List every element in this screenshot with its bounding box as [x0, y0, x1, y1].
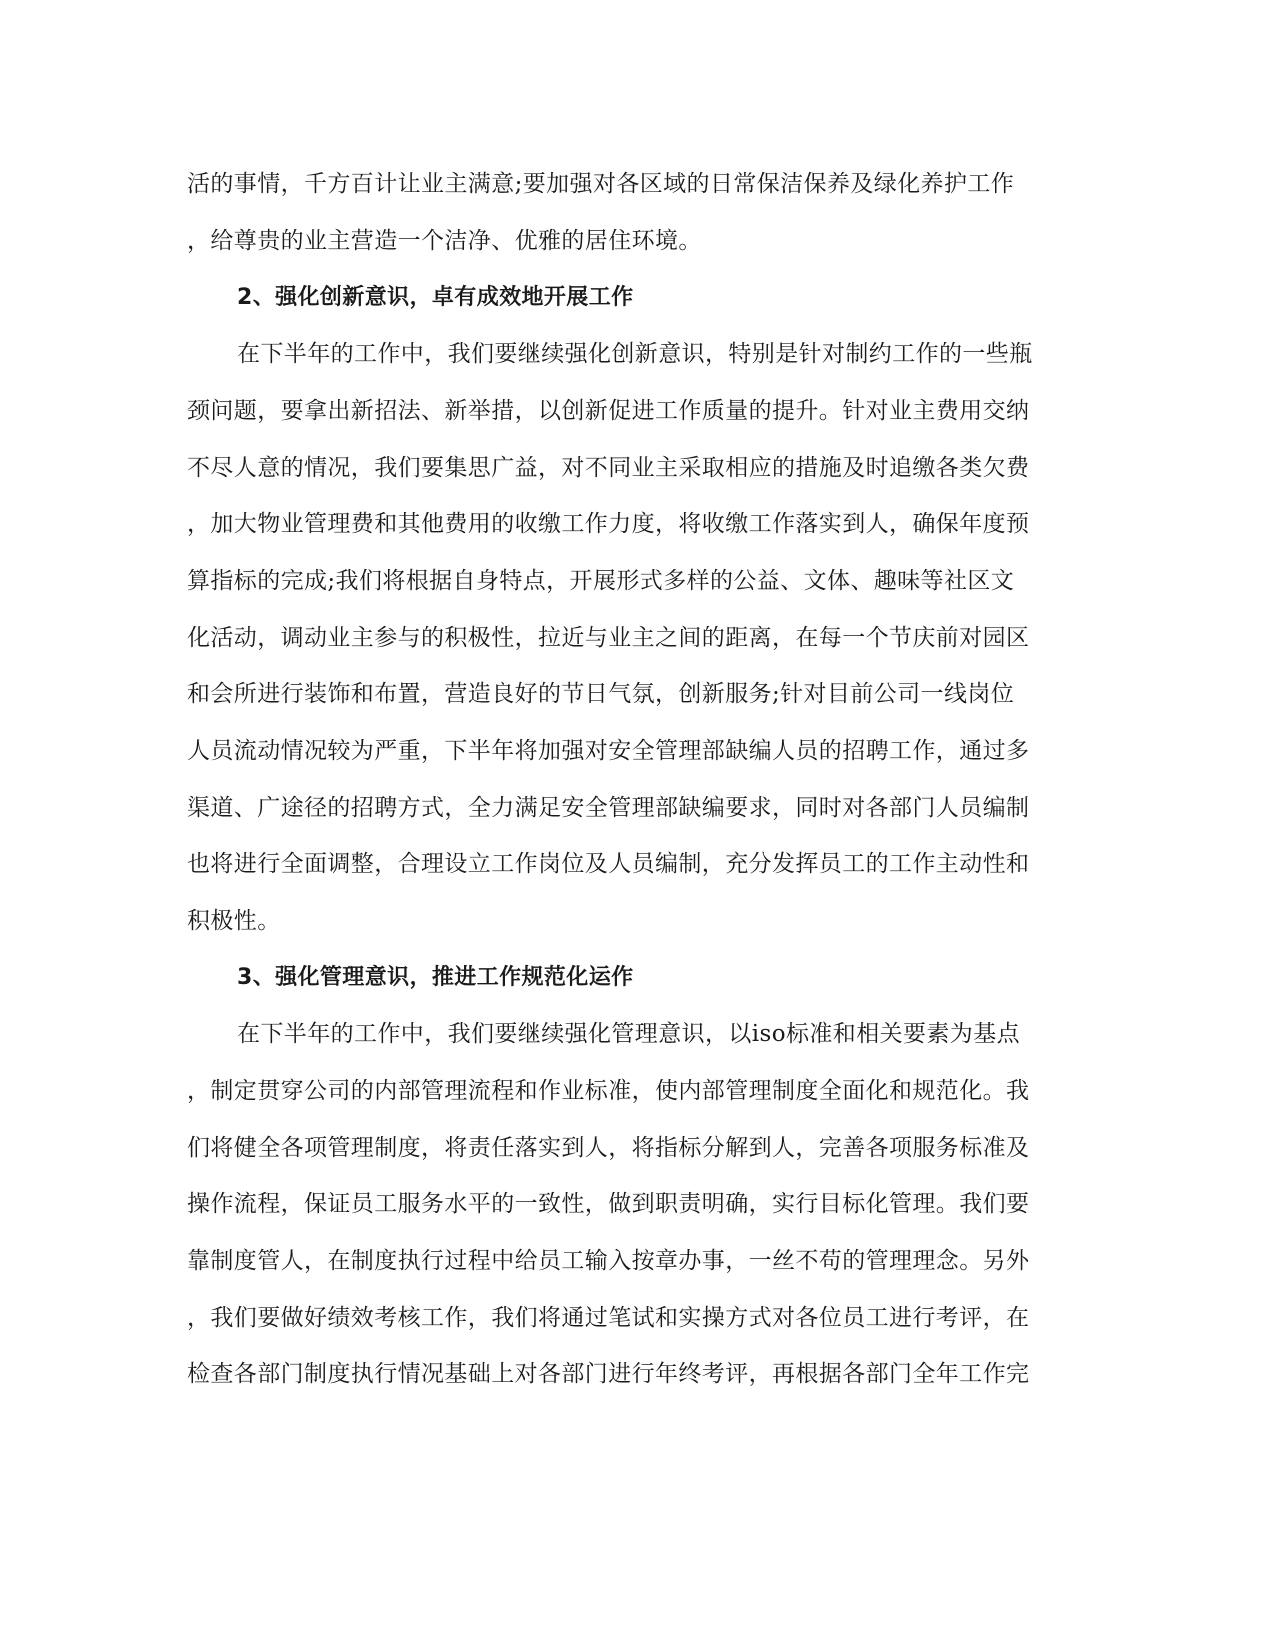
paragraph-line: 靠制度管人，在制度执行过程中给员工输入按章办事，一丝不苟的管理理念。另外: [187, 1248, 1030, 1274]
paragraph-line: 化活动，调动业主参与的积极性，拉近与业主之间的距离，在每一个节庆前对园区: [187, 625, 1030, 651]
paragraph-line: 和会所进行装饰和布置，营造良好的节日气氛，创新服务;针对目前公司一线岗位: [187, 681, 1015, 707]
paragraph-line: 不尽人意的情况，我们要集思广益，对不同业主采取相应的措施及时追缴各类欠费: [187, 455, 1030, 481]
section-heading: 2、强化创新意识，卓有成效地开展工作: [237, 285, 634, 310]
paragraph-line: 人员流动情况较为严重，下半年将加强对安全管理部缺编人员的招聘工作，通过多: [187, 738, 1030, 764]
paragraph-line: 们将健全各项管理制度，将责任落实到人，将指标分解到人，完善各项服务标准及: [187, 1135, 1030, 1161]
paragraph-line: 积极性。: [187, 908, 281, 934]
paragraph-line: ，给尊贵的业主营造一个洁净、优雅的居住环境。: [187, 228, 702, 254]
paragraph-line: 活的事情，千方百计让业主满意;要加强对各区域的日常保洁保养及绿化养护工作: [187, 171, 1015, 197]
section-heading: 3、强化管理意识，推进工作规范化运作: [237, 965, 634, 990]
paragraph-line: 渠道、广途径的招聘方式，全力满足安全管理部缺编要求，同时对各部门人员编制: [187, 795, 1030, 821]
paragraph-line: ，制定贯穿公司的内部管理流程和作业标准，使内部管理制度全面化和规范化。我: [187, 1078, 1030, 1104]
paragraph-line: 颈问题，要拿出新招法、新举措，以创新促进工作质量的提升。针对业主费用交纳: [187, 398, 1030, 424]
paragraph-line: 也将进行全面调整，合理设立工作岗位及人员编制，充分发挥员工的工作主动性和: [187, 851, 1030, 877]
paragraph-line: 算指标的完成;我们将根据自身特点，开展形式多样的公益、文体、趣味等社区文: [187, 568, 1015, 594]
paragraph-line: 检查各部门制度执行情况基础上对各部门进行年终考评，再根据各部门全年工作完: [187, 1361, 1030, 1387]
paragraph-line: ，我们要做好绩效考核工作，我们将通过笔试和实操方式对各位员工进行考评，在: [187, 1305, 1030, 1331]
paragraph-line: ，加大物业管理费和其他费用的收缴工作力度，将收缴工作落实到人，确保年度预: [187, 511, 1030, 537]
paragraph-line: 在下半年的工作中，我们要继续强化创新意识，特别是针对制约工作的一些瓶: [237, 341, 1033, 367]
paragraph-line: 在下半年的工作中，我们要继续强化管理意识，以iso标准和相关要素为基点: [237, 1021, 1021, 1047]
paragraph-line: 操作流程，保证员工服务水平的一致性，做到职责明确，实行目标化管理。我们要: [187, 1191, 1030, 1217]
